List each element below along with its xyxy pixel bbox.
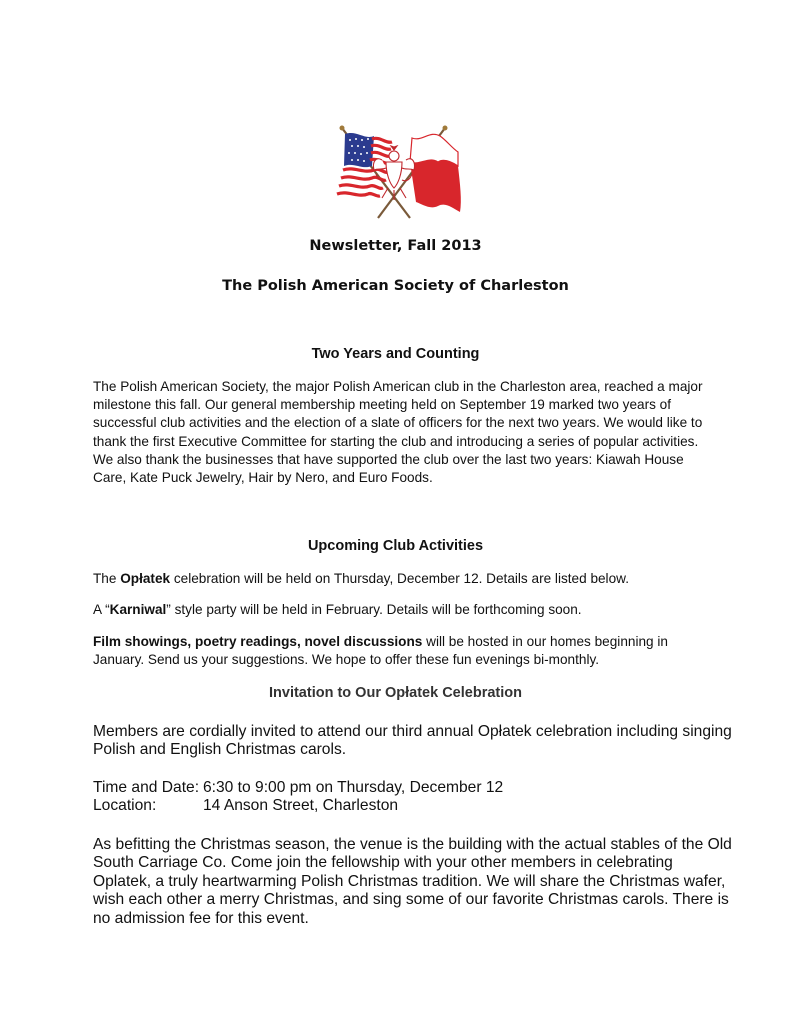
- invitation-intro: Members are cordially invited to attend our third annual Opłatek celebration including singing Polish and English Christmas carols.: [93, 723, 732, 759]
- activity-karniwal: A “Karniwal” style party will be held in February. Details will be forthcoming soon.: [93, 602, 582, 617]
- newsletter-title: Newsletter, Fall 2013: [309, 238, 482, 254]
- activity-film-poetry: Film showings, poetry readings, novel discussions will be hosted in our homes beginning in January. Send us your suggestions. We hope to offer these fun evenings bi-monthly.: [93, 634, 668, 668]
- polish-flag-icon: [410, 134, 461, 212]
- section-heading-two-years: Two Years and Counting: [311, 346, 480, 362]
- flags-eagle-logo: [312, 122, 477, 222]
- section-heading-upcoming: Upcoming Club Activities: [307, 538, 484, 554]
- section-heading-invitation: Invitation to Our Opłatek Celebration: [269, 685, 522, 701]
- location-line: Location: 14 Anson Street, Charleston: [93, 797, 399, 814]
- activity-oplatek: The Opłatek celebration will be held on Thursday, December 12. Details are listed below.: [93, 571, 629, 586]
- society-name: The Polish American Society of Charleston: [222, 278, 569, 294]
- invitation-closing: As befitting the Christmas season, the venue is the building with the actual stables of the Old South Carriage Co. Come join the fellowship with your other members in celebrating Oplatek, a truly heartwarming Polish Christmas tradition. We will share the Christmas wafer, wish each other a merry Christmas, and sing some of our favorite Christmas carols. There is no admission fee for this event.: [93, 836, 732, 927]
- time-date-line: Time and Date: 6:30 to 9:00 pm on Thursday, December 12: [93, 779, 504, 796]
- section-body-two-years: The Polish American Society, the major Polish American club in the Charleston area, reached a major milestone this fall. Our general membership meeting held on September 19 marked two years of successful club activities and the election of a slate of officers for the next two years. We would like to thank the first Executive Committee for starting the club and introducing a series of popular activities. We also thank the businesses that have supported the club over the last two years: Kiawah House Care, Kate Puck Jewelry, Hair by Nero, and Euro Foods.: [93, 379, 703, 486]
